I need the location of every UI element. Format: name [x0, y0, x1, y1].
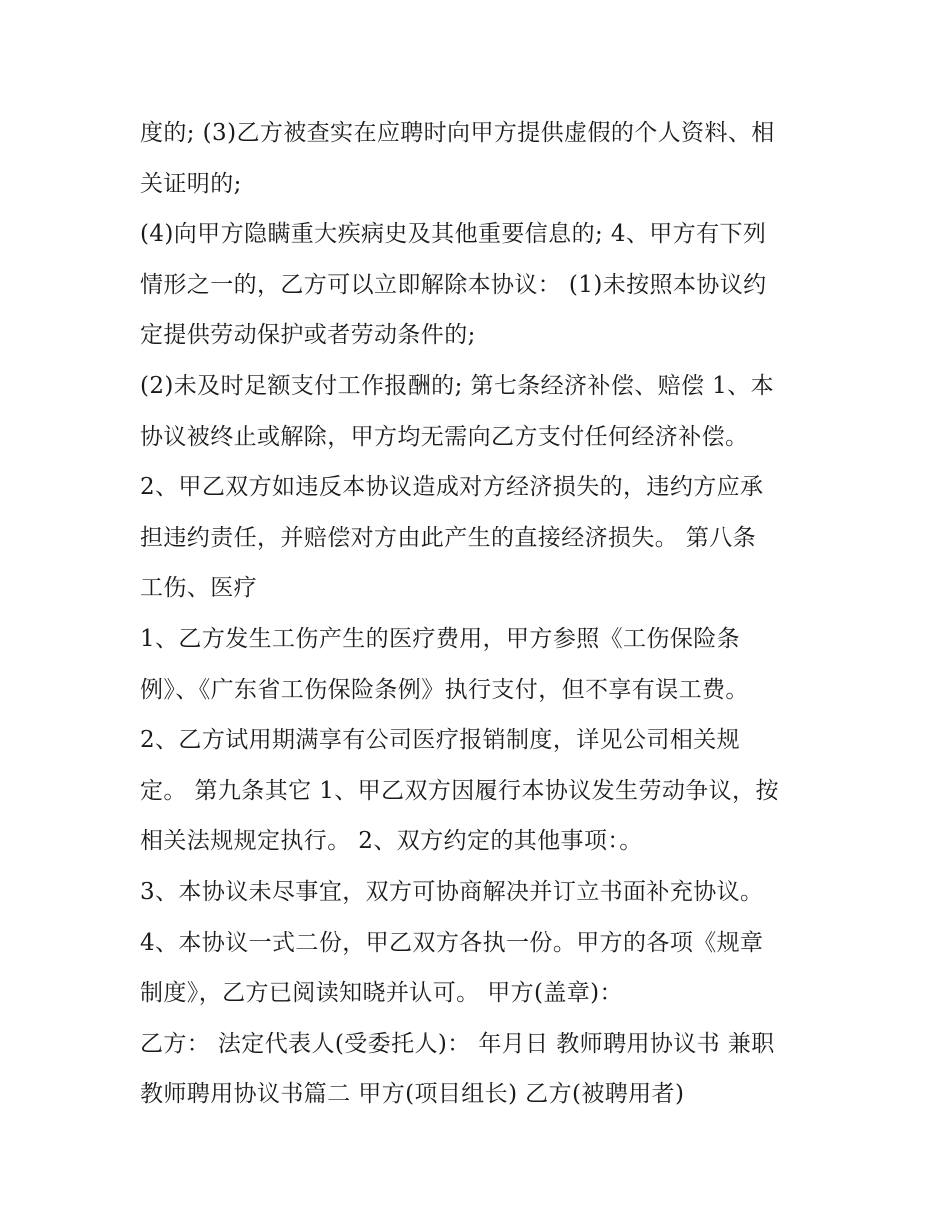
text-line: 情形之一的，乙方可以立即解除本协议： (1)未按照本协议约 — [140, 271, 767, 298]
text-line: (4)向甲方隐瞒重大疾病史及其他重要信息的; 4、甲方有下列 — [140, 221, 767, 248]
text-line: 教师聘用协议书篇二 甲方(项目组长) 乙方(被聘用者) — [140, 1081, 685, 1108]
text-line: 协议被终止或解除，甲方均无需向乙方支付任何经济补偿。 — [140, 423, 749, 450]
text-line: 定提供劳动保护或者劳动条件的; — [140, 322, 476, 349]
text-line: 例》、《广东省工伤保险条例》执行支付，但不享有误工费。 — [140, 676, 749, 703]
text-line: 2、乙方试用期满享有公司医疗报销制度，详见公司相关规 — [140, 727, 741, 754]
text-line: 担违约责任，并赔偿对方由此产生的直接经济损失。 第八条 — [140, 524, 757, 551]
document-body — [140, 108, 815, 1120]
text-line: 4、本协议一式二份，甲乙双方各执一份。甲方的各项《规章 — [140, 929, 764, 956]
text-line: 定。 第九条其它 1、甲乙双方因履行本协议发生劳动争议，按 — [140, 777, 779, 804]
text-line: (2)未及时足额支付工作报酬的; 第七条经济补偿、赔偿 1、本 — [140, 372, 774, 399]
text-line: 工伤、医疗 — [140, 575, 257, 602]
text-line: 度的; (3)乙方被查实在应聘时向甲方提供虚假的个人资料、相 — [140, 120, 775, 146]
text-line: 乙方： 法定代表人(受委托人)： 年月日 教师聘用协议书 兼职 — [140, 1030, 775, 1057]
text-line: 2、甲乙双方如违反本协议造成对方经济损失的，违约方应承 — [140, 474, 764, 501]
text-line: 3、本协议未尽事宜，双方可协商解决并订立书面补充协议。 — [140, 878, 764, 905]
text-line: 制度》，乙方已阅读知晓并认可。 甲方(盖章)： — [140, 980, 623, 1007]
text-line: 相关法规规定执行。 2、双方约定的其他事项：。 — [140, 828, 643, 855]
text-line: 1、乙方发生工伤产生的医疗费用，甲方参照《工伤保险条 — [140, 625, 741, 652]
text-line: 关证明的; — [140, 170, 242, 197]
